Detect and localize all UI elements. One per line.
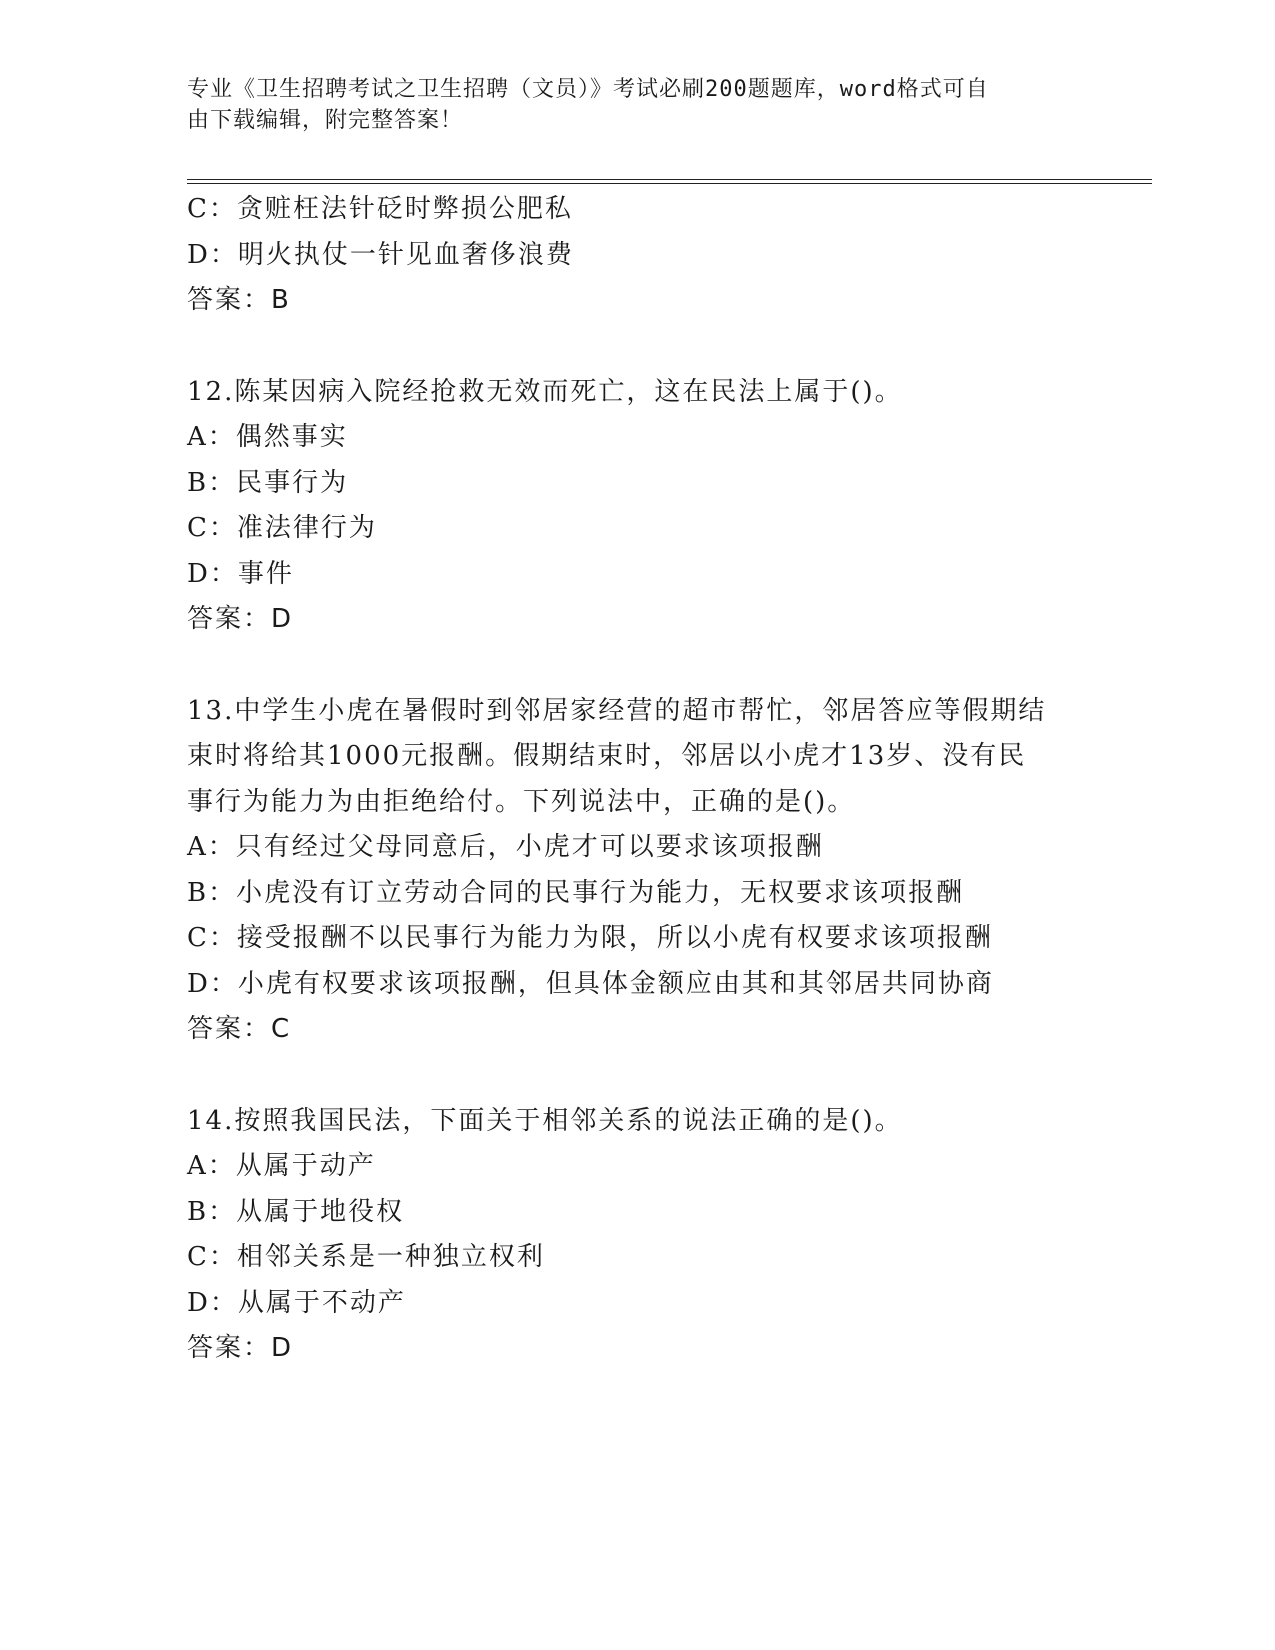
question-stem: 12.陈某因病入院经抢救无效而死亡，这在民法上属于()。 [187,376,903,407]
document-body [187,187,1147,1372]
question-stem-line-3: 事行为能力为由拒绝给付。下列说法中，正确的是()。 [187,786,856,817]
answer-line: 答案：C [187,1014,292,1044]
option-c: C：准法律行为 [187,513,377,543]
question-11-partial [187,187,1147,324]
option-c: C：相邻关系是一种独立权利 [187,1242,545,1272]
spacer [187,643,1147,689]
question-14 [187,1099,1147,1372]
question-13 [187,689,1147,1053]
option-b: B：民事行为 [187,467,349,498]
question-stem-line-1: 13.中学生小虎在暑假时到邻居家经营的超市帮忙，邻居答应等假期结 [187,695,1047,726]
option-d: D：事件 [187,558,294,589]
answer-line: 答案：D [187,604,294,634]
answer-line: 答案：B [187,285,291,315]
option-a: A：只有经过父母同意后，小虎才可以要求该项报酬 [187,832,824,862]
spacer [187,1053,1147,1099]
option-d: D：从属于不动产 [187,1287,406,1318]
option-b: B：小虎没有订立劳动合同的民事行为能力，无权要求该项报酬 [187,877,965,908]
option-d: D：明火执仗一针见血奢侈浪费 [187,239,574,270]
header-line-2: 由下载编辑，附完整答案！ [187,108,464,133]
answer-line: 答案：D [187,1333,294,1363]
header-divider-bottom [187,183,1152,184]
spacer [187,324,1147,370]
header-divider-top [187,179,1152,180]
question-stem: 14.按照我国民法，下面关于相邻关系的说法正确的是()。 [187,1105,903,1136]
document-header [187,74,1067,136]
header-line-1: 专业《卫生招聘考试之卫生招聘（文员）》考试必刷200题题库，word格式可自 [187,77,989,102]
option-c: C：接受报酬不以民事行为能力为限，所以小虎有权要求该项报酬 [187,923,993,953]
option-c: C：贪赃枉法针砭时弊损公肥私 [187,194,573,224]
question-stem-line-2: 束时将给其1000元报酬。假期结束时，邻居以小虎才13岁、没有民 [187,741,1027,771]
option-b: B：从属于地役权 [187,1196,405,1227]
option-a: A：从属于动产 [187,1151,376,1181]
question-12 [187,370,1147,643]
option-d: D：小虎有权要求该项报酬，但具体金额应由其和其邻居共同协商 [187,968,994,999]
option-a: A：偶然事实 [187,422,348,452]
